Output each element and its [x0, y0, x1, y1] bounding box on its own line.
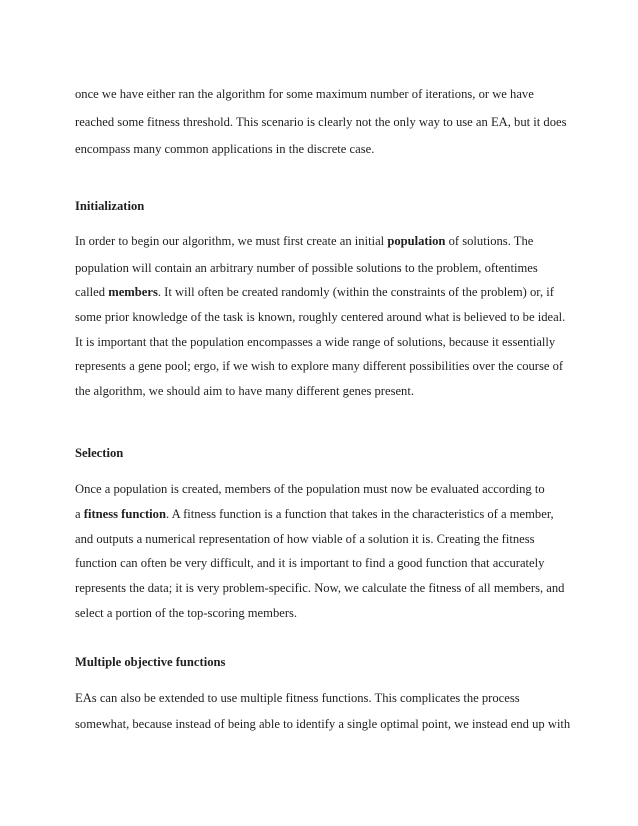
text-run: . A fitness function is a function that takes in the characteristics of a member,: [165, 507, 554, 521]
section-heading-initialization: Initialization: [75, 199, 145, 213]
initialization-line-6: represents a gene pool; ergo, if we wish to explore many different possibilities over the course of: [75, 359, 564, 373]
initialization-line-7: the algorithm, we should aim to have many different genes present.: [75, 384, 415, 398]
term-fitness-function: fitness function: [83, 507, 166, 521]
initialization-line-1: [75, 233, 533, 249]
selection-line-4: function can often be very difficult, and it is important to find a good function that accurately: [75, 556, 545, 570]
term-population: population: [387, 234, 446, 248]
text-run: called: [75, 285, 109, 299]
text-run: In order to begin our algorithm, we must first create an initial: [75, 234, 388, 248]
intro-line-2: reached some fitness threshold. This scenario is clearly not the only way to use an EA, but it does: [75, 115, 567, 129]
intro-line-1: once we have either ran the algorithm for some maximum number of iterations, or we have: [75, 87, 534, 101]
text-run: a: [75, 507, 84, 521]
selection-line-3: and outputs a numerical representation of how viable of a solution it is. Creating the fitness: [75, 532, 535, 546]
text-run: . It will often be created randomly (within the constraints of the problem) or, if: [157, 285, 554, 299]
initialization-line-3: [75, 284, 554, 300]
section-heading-selection: Selection: [75, 446, 124, 460]
selection-line-2: [75, 506, 554, 522]
term-members: members: [108, 285, 158, 299]
initialization-line-5: It is important that the population encompasses a wide range of solutions, because it essentially: [75, 335, 556, 349]
section-heading-multiple-objective-functions: Multiple objective functions: [75, 655, 226, 669]
selection-line-1: Once a population is created, members of the population must now be evaluated according to: [75, 482, 545, 496]
multiple-line-2: somewhat, because instead of being able to identify a single optimal point, we instead end up with: [75, 717, 571, 731]
text-run: of solutions. The: [445, 234, 534, 248]
intro-line-3: encompass many common applications in the discrete case.: [75, 142, 375, 156]
multiple-line-1: EAs can also be extended to use multiple fitness functions. This complicates the process: [75, 691, 520, 705]
initialization-line-2: population will contain an arbitrary number of possible solutions to the problem, oftentimes: [75, 261, 538, 275]
selection-line-5: represents the data; it is very problem-specific. Now, we calculate the fitness of all members, and: [75, 581, 565, 595]
selection-line-6: select a portion of the top-scoring members.: [75, 606, 298, 620]
initialization-line-4: some prior knowledge of the task is known, roughly centered around what is believed to be ideal.: [75, 310, 566, 324]
